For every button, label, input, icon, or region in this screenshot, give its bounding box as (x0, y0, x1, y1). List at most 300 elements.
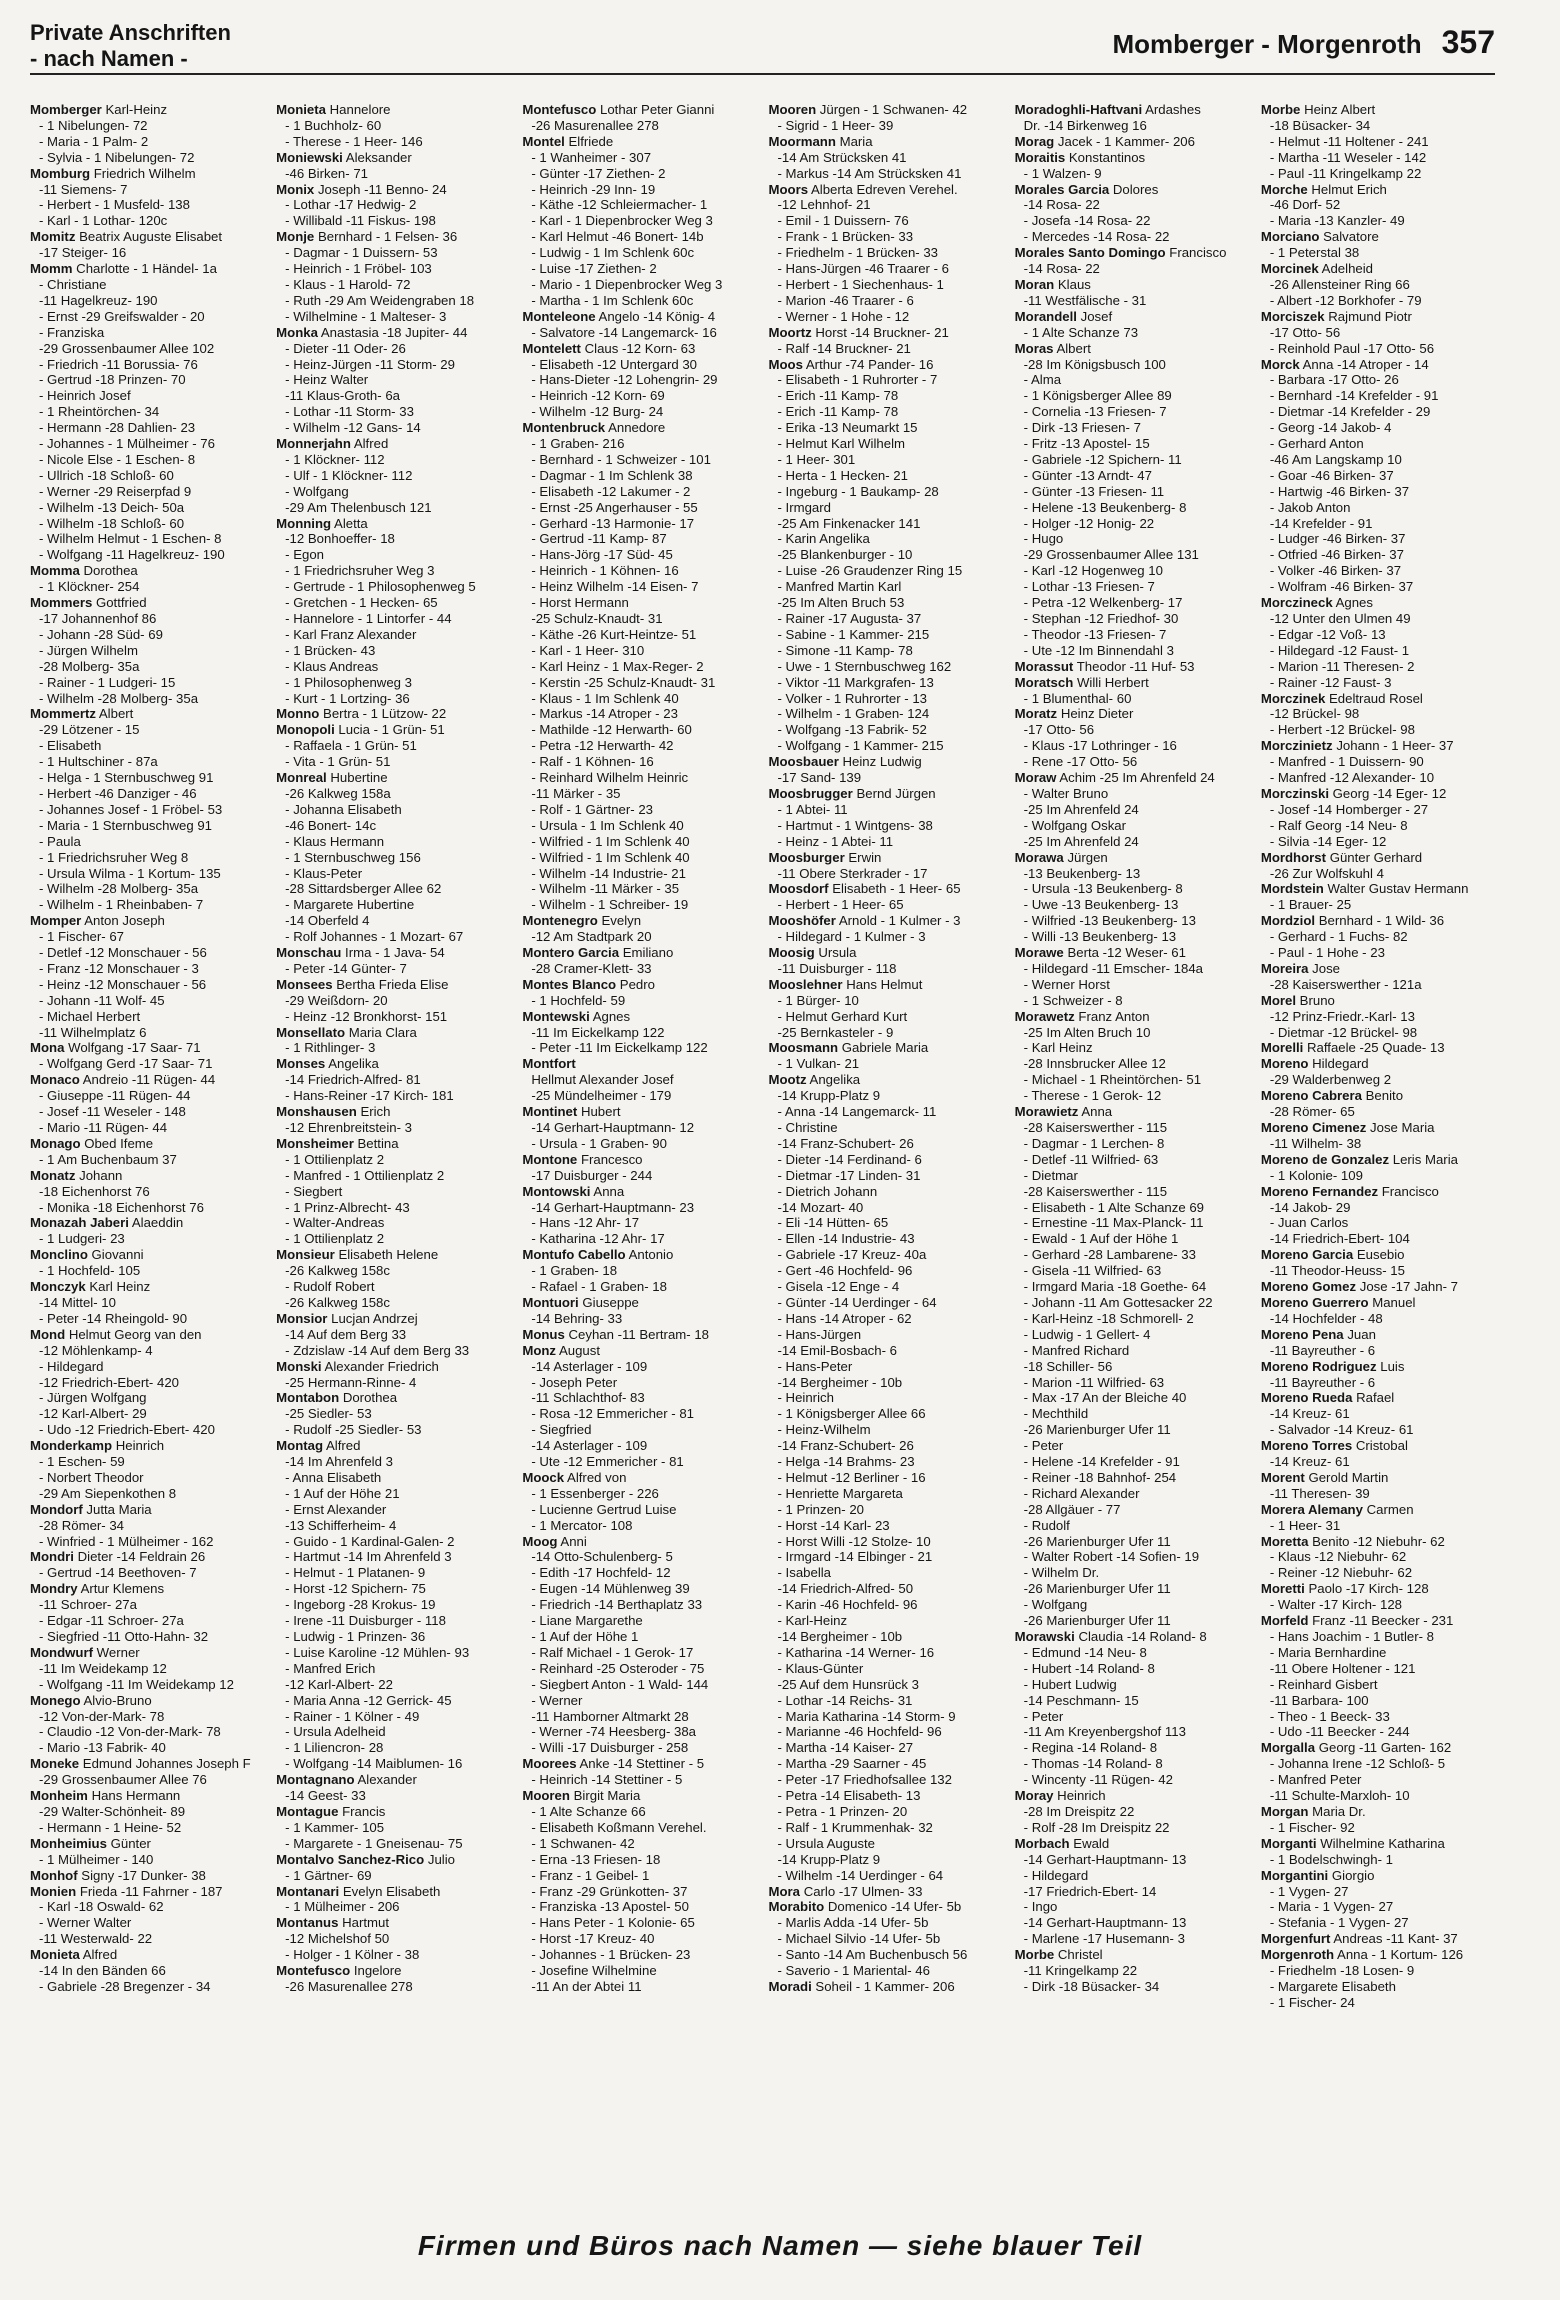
surname: Monning (276, 515, 332, 531)
listing-line (276, 1677, 510, 1693)
listing-text: Dr. -14 Birkenweg 16 (1023, 117, 1147, 133)
listing-line (1015, 531, 1249, 547)
listing-text: Johann (79, 1167, 123, 1183)
listing-text: - 1 Peterstal 38 (1269, 245, 1360, 261)
listing-text: Konstantinos (1068, 149, 1146, 165)
listing-text: Alfred (82, 1947, 118, 1963)
listing-line (30, 818, 264, 834)
listing-line (522, 325, 756, 341)
listing-text: Rafael (1356, 1390, 1395, 1406)
listing-line (276, 118, 510, 134)
surname-entry (522, 134, 756, 150)
listing-line (1015, 1120, 1249, 1136)
listing-text: - 1 Abtei- 11 (777, 801, 848, 817)
listing-text: -25 Im Alten Bruch 10 (1023, 1024, 1151, 1040)
surname-entry (30, 1645, 264, 1661)
listing-line (769, 1502, 1003, 1518)
surname-entry (30, 1072, 264, 1088)
listing-line (276, 1088, 510, 1104)
listing-text: -14 Krefelder - 91 (1269, 515, 1373, 531)
listing-line (276, 738, 510, 754)
surname: Momm (30, 261, 73, 277)
listing-text: August (558, 1342, 601, 1358)
listing-line (522, 484, 756, 500)
listing-text: Evelyn (601, 913, 642, 929)
listing-line (769, 643, 1003, 659)
listing-text: - 1 Vulkan- 21 (777, 1056, 860, 1072)
listing-text: Jürgen - 1 Schwanen- 42 (819, 102, 968, 117)
surname-entry (522, 1327, 756, 1343)
listing-line (522, 754, 756, 770)
listing-text: - Dietmar -14 Krefelder - 29 (1269, 404, 1431, 420)
surname: Morganti (1260, 1835, 1317, 1851)
listing-line (30, 1931, 264, 1947)
listing-line (1261, 1263, 1495, 1279)
listing-line (1015, 1581, 1249, 1597)
listing-line (522, 850, 756, 866)
listing-line (276, 547, 510, 563)
listing-line (1015, 372, 1249, 388)
surname: Mommers (30, 595, 93, 611)
listing-text: Frieda -11 Fahrner - 187 (79, 1883, 223, 1899)
surname: Monsieur (276, 1247, 335, 1263)
listing-line (30, 1724, 264, 1740)
listing-text: -25 Mündelheimer - 179 (531, 1088, 672, 1104)
surname: Monz (522, 1342, 557, 1358)
listing-text: Heinrich (1057, 1788, 1106, 1804)
surname-entry (522, 1295, 756, 1311)
listing-line (1015, 1375, 1249, 1391)
listing-text: - Ludwig - 1 Im Schlenk 60c (531, 245, 695, 261)
listing-line (276, 754, 510, 770)
listing-line (769, 213, 1003, 229)
listing-text: - Heinrich (777, 1390, 834, 1406)
listing-line (30, 675, 264, 691)
listing-line (1261, 500, 1495, 516)
listing-text: - Dietmar (1023, 1167, 1078, 1183)
listing-text: - Stefania - 1 Vygen- 27 (1269, 1915, 1409, 1931)
listing-line (1015, 1613, 1249, 1629)
surname: Monreal (276, 770, 327, 786)
listing-text: - Karl Helmut -46 Bonert- 14b (531, 229, 704, 245)
listing-line (522, 993, 756, 1009)
listing-line (769, 1581, 1003, 1597)
listing-line (769, 166, 1003, 182)
listing-line (30, 1184, 264, 1200)
listing-text: Maria (839, 133, 873, 149)
listing-text: - Josef -11 Weseler - 148 (39, 1104, 186, 1120)
listing-text: - Rainer -17 Augusta- 37 (777, 611, 922, 626)
listing-text: Giorgio (1331, 1867, 1375, 1883)
surname-entry (1261, 102, 1495, 118)
surname-entry (522, 1009, 756, 1025)
listing-line (769, 897, 1003, 913)
listing-text: -12 Karl-Albert- 29 (39, 1406, 147, 1422)
listing-line (1015, 754, 1249, 770)
listing-text: -11 Am Kreyenbergshof 113 (1023, 1724, 1186, 1740)
listing-text: - Werner Walter (39, 1915, 132, 1931)
listing-line (1261, 1009, 1495, 1025)
listing-text: - 1 Graben- 18 (531, 1263, 618, 1279)
surname: Moreno Pena (1260, 1326, 1344, 1342)
listing-text: -11 Bayreuther - 6 (1269, 1374, 1376, 1390)
listing-line (769, 420, 1003, 436)
listing-line (30, 547, 264, 563)
listing-text: - Hans Peter - 1 Kolonie- 65 (531, 1915, 695, 1931)
surname-entry (30, 1215, 264, 1231)
listing-text: - Rolf - 1 Gärtner- 23 (531, 801, 653, 817)
listing-line (1261, 1772, 1495, 1788)
listing-text: - Mathilde -12 Herwarth- 60 (531, 722, 692, 738)
listing-text: -14 Jakob- 29 (1269, 1199, 1351, 1215)
surname-entry (1261, 1502, 1495, 1518)
listing-text: - Ralf - 1 Köhnen- 16 (531, 754, 654, 770)
surname-entry (30, 261, 264, 277)
listing-text: - Johanna Elisabeth (285, 801, 402, 817)
surname: Morciszek (1260, 308, 1325, 324)
listing-line (276, 484, 510, 500)
listing-text: - Dietmar -17 Linden- 31 (777, 1167, 921, 1183)
listing-text: -28 Römer- 34 (39, 1517, 125, 1533)
listing-line (30, 325, 264, 341)
listing-text: - Mario - 1 Diepenbrocker Weg 3 (531, 276, 723, 292)
listing-text: - Wilhelm -12 Gans- 14 (285, 420, 421, 436)
listing-line (1261, 834, 1495, 850)
listing-text: - Karl - 1 Diepenbrocker Weg 3 (531, 213, 713, 229)
listing-text: - Nicole Else - 1 Eschen- 8 (39, 451, 196, 467)
listing-text: - Johanna Irene -12 Schloß- 5 (1269, 1756, 1446, 1772)
listing-line (276, 961, 510, 977)
listing-line (30, 1088, 264, 1104)
surname: Moreno Cabrera (1260, 1088, 1362, 1104)
listing-text: -25 Im Ahrenfeld 24 (1023, 833, 1139, 849)
listing-line (276, 245, 510, 261)
surname: Monien (30, 1883, 77, 1899)
listing-line (276, 1724, 510, 1740)
listing-line (769, 1247, 1003, 1263)
listing-text: - 1 Prinz-Albrecht- 43 (285, 1199, 410, 1215)
surname: Moock (522, 1469, 565, 1485)
listing-text: - 1 Königsberger Allee 66 (777, 1406, 926, 1422)
listing-line (1261, 1104, 1495, 1120)
listing-text: Heinz Albert (1304, 102, 1376, 117)
listing-text: - Sylvia - 1 Nibelungen- 72 (39, 149, 195, 165)
listing-line (769, 1549, 1003, 1565)
listing-line (276, 675, 510, 691)
listing-line (1261, 436, 1495, 452)
listing-line (30, 118, 264, 134)
surname-entry (1015, 1947, 1249, 1963)
listing-text: - Helmut Gerhard Kurt (777, 1008, 908, 1024)
surname-entry (276, 229, 510, 245)
listing-text: - Josefine Wilhelmine (531, 1963, 657, 1979)
listing-line (769, 627, 1003, 643)
surname-entry (30, 1868, 264, 1884)
listing-text: - Albert -12 Borkhofer - 79 (1269, 292, 1422, 308)
listing-line (522, 1820, 756, 1836)
listing-text: -18 Schiller- 56 (1023, 1358, 1113, 1374)
surname: Momper (30, 913, 82, 929)
listing-text: Willi Herbert (1076, 674, 1149, 690)
listing-text: - Wolfgang -11 Im Weidekamp 12 (39, 1676, 234, 1692)
listing-text: Raffaele -25 Quade- 13 (1307, 1040, 1445, 1056)
listing-line (1261, 1661, 1495, 1677)
listing-text: -14 Behring- 33 (531, 1310, 623, 1326)
surname-entry (276, 1359, 510, 1375)
surname-entry (276, 706, 510, 722)
surname-entry (1261, 261, 1495, 277)
listing-line (1261, 706, 1495, 722)
listing-text: - Rene -17 Otto- 56 (1023, 754, 1138, 770)
surname-entry (1261, 1184, 1495, 1200)
surname-entry (769, 1884, 1003, 1900)
listing-text: - 1 Rheintörchen- 34 (39, 404, 160, 420)
listing-line (522, 659, 756, 675)
listing-text: -11 Klaus-Groth- 6a (285, 388, 400, 404)
surname: Moretta (1260, 1533, 1309, 1549)
listing-text: - Wolfgang Oskar (1023, 817, 1127, 833)
listing-text: - Helene -13 Beukenberg- 8 (1023, 499, 1187, 515)
listing-line (522, 738, 756, 754)
listing-line (276, 1454, 510, 1470)
listing-text: - Wilhelm -13 Deich- 50a (39, 499, 185, 515)
listing-text: Anni (560, 1533, 587, 1549)
listing-text: Maria Dr. (1312, 1803, 1366, 1819)
listing-text: - Maria Bernhardine (1269, 1644, 1387, 1660)
listing-text: - 1 Graben- 216 (531, 436, 625, 452)
listing-line (769, 1359, 1003, 1375)
listing-text: Beatrix Auguste Elisabet (79, 229, 223, 245)
listing-text: - Friedhelm - 1 Brücken- 33 (777, 245, 939, 261)
surname: Mona (30, 1040, 65, 1056)
listing-text: - Elisabeth -12 Lakumer - 2 (531, 483, 691, 499)
listing-line (276, 341, 510, 357)
listing-text: - Wolfgang Gerd -17 Saar- 71 (39, 1056, 213, 1072)
listing-text: Anna - 1 Kortum- 126 (1337, 1947, 1464, 1963)
listing-text: - Friedhelm -18 Losen- 9 (1269, 1963, 1415, 1979)
listing-line (769, 1295, 1003, 1311)
listing-line (1261, 197, 1495, 213)
listing-text: - Stephan -12 Friedhof- 30 (1023, 611, 1179, 626)
listing-text: Adelheid (1321, 261, 1373, 277)
listing-text: -26 Marienburger Ufer 11 (1023, 1613, 1171, 1629)
listing-line (1015, 802, 1249, 818)
surname: Moreno Rueda (1260, 1390, 1353, 1406)
listing-line (769, 1740, 1003, 1756)
listing-line (522, 961, 756, 977)
listing-text: Evelyn Elisabeth (342, 1883, 441, 1899)
listing-line (276, 595, 510, 611)
surname-entry (522, 1470, 756, 1486)
listing-text: -25 Bernkasteler - 9 (777, 1024, 894, 1040)
listing-text: - Hildegard - 1 Kulmer - 3 (777, 929, 926, 945)
listing-text: - Hubert -14 Roland- 8 (1023, 1660, 1155, 1676)
listing-text: Francesco (580, 1151, 643, 1167)
listing-text: - Ute -12 Im Binnendahl 3 (1023, 642, 1174, 658)
listing-text: -25 Siedler- 53 (285, 1406, 372, 1422)
listing-line (1015, 881, 1249, 897)
listing-text: - Margarete - 1 Gneisenau- 75 (285, 1835, 463, 1851)
surname-entry (1261, 1152, 1495, 1168)
listing-text: - Dieter -14 Ferdinand- 6 (777, 1151, 922, 1167)
listing-text: - Irene -11 Duisburger - 118 (285, 1613, 446, 1629)
listing-line (30, 277, 264, 293)
listing-line (522, 881, 756, 897)
listing-line (522, 1072, 756, 1088)
listing-text: - Siegfried -11 Otto-Hahn- 32 (39, 1629, 209, 1644)
listing-line (1261, 1963, 1495, 1979)
listing-line (769, 1311, 1003, 1327)
surname-entry (1015, 1104, 1249, 1120)
listing-line (522, 706, 756, 722)
listing-text: Lucjan Andrzej (331, 1310, 418, 1326)
listing-line (276, 388, 510, 404)
listing-line (522, 643, 756, 659)
listing-line (769, 468, 1003, 484)
listing-text: Wilhelmine Katharina (1320, 1835, 1445, 1851)
listing-line (1261, 1422, 1495, 1438)
surname-entry (769, 881, 1003, 897)
listing-text: - Franz - 1 Geibel- 1 (531, 1867, 650, 1883)
surname-entry (1261, 738, 1495, 754)
surname-entry (276, 150, 510, 166)
surname-entry (1261, 1947, 1495, 1963)
listing-text: -28 Allgäuer - 77 (1023, 1501, 1121, 1517)
surname: Monses (276, 1056, 326, 1072)
listing-text: - Ruth -29 Am Weidengraben 18 (285, 292, 475, 308)
listing-line (522, 579, 756, 595)
listing-line (769, 802, 1003, 818)
surname: Morelli (1260, 1040, 1304, 1056)
listing-text: - Liane Margarethe (531, 1613, 643, 1629)
listing-text: Walter Gustav Hermann (1327, 881, 1469, 897)
listing-text: - Helmut -11 Holtener - 241 (1269, 133, 1429, 149)
listing-text: - Erich -11 Kamp- 78 (777, 404, 899, 420)
listing-text: Günter Gerhard (1329, 849, 1423, 865)
listing-text: - Klaus Andreas (285, 658, 379, 674)
listing-text: Hildegard (1312, 1056, 1369, 1072)
listing-text: Gottfried (95, 595, 147, 611)
listing-text: - 1 Alte Schanze 66 (531, 1803, 646, 1819)
listing-text: - Detlef -12 Monschauer - 56 (39, 945, 207, 961)
directory-columns (30, 102, 1495, 2202)
listing-text: - 1 Hochfeld- 105 (39, 1263, 141, 1279)
listing-text: Claus -12 Korn- 63 (584, 340, 696, 356)
listing-text: -12 Am Stadtpark 20 (531, 929, 652, 945)
listing-line (30, 213, 264, 229)
directory-column (769, 102, 1003, 2202)
listing-line (522, 595, 756, 611)
listing-text: - Salvador -14 Kreuz- 61 (1269, 1422, 1414, 1438)
listing-text: - Ulf - 1 Klöckner- 112 (285, 467, 413, 483)
listing-line (1015, 1470, 1249, 1486)
surname-entry (1015, 659, 1249, 675)
listing-text: - 1 Schwanen- 42 (531, 1835, 635, 1851)
listing-line (276, 1661, 510, 1677)
surname-entry (1261, 1279, 1495, 1295)
listing-text: - Vita - 1 Grün- 51 (285, 754, 391, 770)
listing-text: - Gisela -12 Enge - 4 (777, 1279, 900, 1295)
listing-text: - Kurt - 1 Lortzing- 36 (285, 690, 410, 706)
surname-entry (276, 516, 510, 532)
listing-text: - Rainer -12 Faust- 3 (1269, 674, 1392, 690)
listing-text: Helmut Erich (1311, 181, 1387, 197)
listing-text: - Hartmut - 1 Wintgens- 38 (777, 817, 933, 833)
listing-line (522, 213, 756, 229)
listing-text: - Detlef -11 Wilfried- 63 (1023, 1151, 1159, 1167)
listing-text: - Günter -13 Friesen- 11 (1023, 483, 1165, 499)
listing-text: -28 Innsbrucker Allee 12 (1023, 1056, 1166, 1072)
listing-line (522, 1693, 756, 1709)
listing-text: - Maria - 1 Sternbuschweg 91 (39, 817, 212, 833)
listing-text: -29 Grossenbaumer Allee 131 (1023, 547, 1199, 563)
listing-text: - Karl Franz Alexander (285, 626, 417, 642)
surname: Montague (276, 1803, 339, 1819)
listing-line (276, 166, 510, 182)
listing-line (30, 1120, 264, 1136)
surname-entry (276, 977, 510, 993)
listing-text: Anton Joseph (84, 913, 165, 929)
listing-text: Werner (96, 1644, 140, 1660)
listing-line (1015, 1693, 1249, 1709)
listing-text: -25 Am Finkenacker 141 (777, 515, 921, 531)
listing-text: - Edmund -14 Neu- 8 (1023, 1644, 1147, 1660)
listing-text: - Mario -11 Rügen- 44 (39, 1120, 168, 1135)
listing-text: -14 Gerhart-Hauptmann- 13 (1023, 1915, 1187, 1931)
listing-line (276, 277, 510, 293)
surname: Moran (1014, 276, 1055, 292)
listing-line (276, 1549, 510, 1565)
surname: Moreno Torres (1260, 1438, 1353, 1454)
surname-entry (30, 913, 264, 929)
surname: Monopoli (276, 722, 335, 738)
listing-line (276, 1947, 510, 1963)
listing-line (522, 1884, 756, 1900)
listing-text: - Martha - 1 Im Schlenk 60c (531, 292, 694, 308)
listing-text: Albert (98, 706, 134, 722)
listing-line (1015, 1963, 1249, 1979)
surname-entry (30, 1693, 264, 1709)
listing-line (30, 1454, 264, 1470)
listing-text: -14 Asterlager - 109 (531, 1358, 648, 1374)
listing-text: Hans Hermann (91, 1788, 181, 1804)
surname: Morcinek (1260, 261, 1319, 277)
listing-line (30, 1056, 264, 1072)
listing-line (30, 134, 264, 150)
listing-text: - Luise -26 Graudenzer Ring 15 (777, 563, 963, 579)
listing-text: -14 Oberfeld 4 (285, 913, 370, 929)
listing-line (30, 1200, 264, 1216)
listing-text: -14 Auf dem Berg 33 (285, 1326, 407, 1342)
listing-text: - Petra -14 Elisabeth- 13 (777, 1788, 921, 1804)
listing-line (769, 150, 1003, 166)
listing-text: -11 Kringelkamp 22 (1023, 1963, 1138, 1979)
surname: Montowski (522, 1183, 591, 1199)
listing-text: - Ernestine -11 Max-Planck- 11 (1023, 1215, 1204, 1231)
surname-entry (1261, 691, 1495, 707)
listing-line (276, 1470, 510, 1486)
listing-text: Erich (360, 1104, 391, 1120)
surname-entry (276, 1056, 510, 1072)
listing-line (30, 500, 264, 516)
surname: Morczineck (1260, 595, 1333, 611)
listing-line (276, 531, 510, 547)
listing-text: - Volker -46 Birken- 37 (1269, 563, 1402, 579)
surname-entry (1261, 1056, 1495, 1072)
surname-entry (522, 1104, 756, 1120)
listing-line (1015, 357, 1249, 373)
listing-text: -12 Möhlenkamp- 4 (39, 1342, 153, 1358)
